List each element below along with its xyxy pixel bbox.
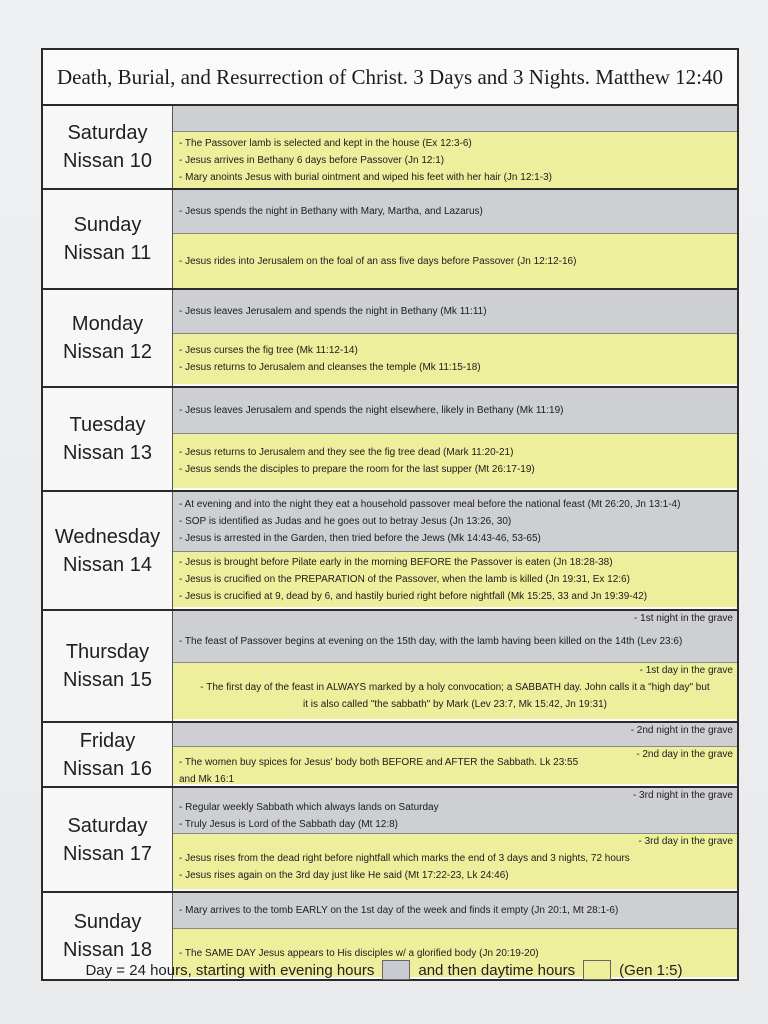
daytime-swatch xyxy=(583,960,611,980)
event-item: - Jesus arrives in Bethany 6 days before Passover (Jn 12:1) xyxy=(179,154,445,166)
day-label xyxy=(43,611,173,721)
nissan-date: Nissan 12 xyxy=(63,341,152,363)
daytime-band xyxy=(173,434,737,488)
day-label xyxy=(43,190,173,288)
weekday-name: Wednesday xyxy=(54,525,161,548)
nissan-date: Nissan 14 xyxy=(63,553,152,576)
event-item: - Mary arrives to the tomb EARLY on the 1st day of the week and finds it empty (Jn 20:1, Mt 28:1-6) xyxy=(179,905,619,916)
daytime-band xyxy=(173,747,737,784)
nissan-date: Nissan 18 xyxy=(63,939,152,961)
grave-count-note: - 1st night in the grave xyxy=(634,613,733,624)
event-item: - Jesus is arrested in the Garden, then tried before the Jews (Mk 14:43-46, 53-65) xyxy=(179,533,541,544)
day-row xyxy=(43,106,737,190)
event-item: and Mk 16:1 xyxy=(179,773,235,785)
weekday-name: Sunday xyxy=(73,911,142,933)
daytime-band xyxy=(173,663,737,719)
legend-prefix: Day = 24 hours, starting with evening hours xyxy=(85,961,375,979)
daytime-band xyxy=(173,334,737,384)
evening-band xyxy=(173,893,737,929)
time-bands xyxy=(173,723,737,786)
daytime-band xyxy=(173,234,737,288)
daytime-band xyxy=(173,834,737,889)
event-item: it is also called "the sabbath" by Mark (Lev 23:7, Mk 15:42, Jn 19:31) xyxy=(303,699,607,710)
event-item: - Jesus is crucified at 9, dead by 6, and hastily buried right before nightfall (Mk 15:25, 33 and Jn 19:39-42) xyxy=(179,591,648,602)
nissan-date: Nissan 17 xyxy=(63,842,152,865)
time-bands xyxy=(173,388,737,490)
legend-middle: and then daytime hours xyxy=(418,961,576,979)
event-item: - Jesus curses the fig tree (Mk 11:12-14) xyxy=(179,345,358,356)
nissan-date: Nissan 13 xyxy=(63,442,152,464)
weekday-name: Saturday xyxy=(67,122,148,144)
evening-band xyxy=(173,611,737,663)
event-item: - Truly Jesus is Lord of the Sabbath day (Mt 12:8) xyxy=(179,818,398,830)
day-row xyxy=(43,290,737,388)
weekday-name: Thursday xyxy=(65,641,150,663)
event-item: - The feast of Passover begins at evening on the 15th day, with the lamb having been killed on the 14th (Lev 23:6) xyxy=(179,636,683,647)
day-label xyxy=(43,492,173,609)
day-row xyxy=(43,611,737,723)
nissan-date: Nissan 15 xyxy=(63,669,152,691)
weekday-name: Friday xyxy=(79,729,136,752)
time-bands xyxy=(173,492,737,609)
event-item: - SOP is identified as Judas and he goes out to betray Jesus (Jn 13:26, 30) xyxy=(179,516,512,527)
evening-band xyxy=(173,290,737,334)
legend-suffix: (Gen 1:5) xyxy=(619,961,683,979)
grave-count-note: - 2nd day in the grave xyxy=(636,749,733,760)
weekday-name: Monday xyxy=(71,313,144,335)
evening-swatch xyxy=(382,960,410,980)
day-label xyxy=(43,290,173,386)
event-item: - Jesus rides into Jerusalem on the foal of an ass five days before Passover (Jn 12:12-16) xyxy=(179,255,577,267)
event-item: - Jesus sends the disciples to prepare the room for the last supper (Mt 26:17-19) xyxy=(179,464,535,475)
day-row xyxy=(43,788,737,893)
event-item: - Jesus is brought before Pilate early in the morning BEFORE the Passover is eaten (Jn 18:28-38) xyxy=(179,557,613,568)
grave-count-note: - 3rd day in the grave xyxy=(638,836,733,847)
timeline-table xyxy=(41,48,739,981)
legend xyxy=(0,960,768,980)
event-item: - The first day of the feast in ALWAYS marked by a holy convocation; a SABBATH day. John calls it a "high day" but xyxy=(200,682,710,693)
day-row xyxy=(43,388,737,492)
event-item: - Jesus is crucified on the PREPARATION of the Passover, when the lamb is killed (Jn 19:31, Ex 12:6) xyxy=(179,574,630,585)
event-item: - Jesus rises from the dead right before nightfall which marks the end of 3 days and 3 nights, 72 hours xyxy=(179,852,630,864)
nissan-date: Nissan 11 xyxy=(63,242,152,264)
evening-band xyxy=(173,106,737,132)
event-item: - At evening and into the night they eat a household passover meal before the national feast (Mt 26:20, Jn 13:1-4) xyxy=(179,499,681,510)
evening-band xyxy=(173,492,737,552)
daytime-band xyxy=(173,552,737,607)
document-title: Death, Burial, and Resurrection of Christ. 3 Days and 3 Nights. Matthew 12:40 xyxy=(43,50,737,106)
event-item: - Jesus rises again on the 3rd day just like He said (Mt 17:22-23, Lk 24:46) xyxy=(179,869,509,881)
nissan-date: Nissan 10 xyxy=(63,150,152,172)
event-item: - Jesus spends the night in Bethany with Mary, Martha, and Lazarus) xyxy=(179,206,483,217)
time-bands xyxy=(173,106,737,188)
event-item: - Jesus leaves Jerusalem and spends the night in Bethany (Mk 11:11) xyxy=(179,306,487,317)
grave-count-note: - 1st day in the grave xyxy=(639,665,733,676)
event-item: - Regular weekly Sabbath which always lands on Saturday xyxy=(179,801,439,813)
event-item: - The women buy spices for Jesus' body both BEFORE and AFTER the Sabbath. Lk 23:55 xyxy=(179,756,579,768)
event-item: - The Passover lamb is selected and kept in the house (Ex 12:3-6) xyxy=(179,137,472,149)
grave-count-note: - 2nd night in the grave xyxy=(630,725,733,736)
event-item: - Jesus returns to Jerusalem and cleanses the temple (Mk 11:15-18) xyxy=(179,362,481,373)
day-label xyxy=(43,388,173,490)
day-label xyxy=(43,106,173,188)
time-bands xyxy=(173,788,737,891)
event-item: - Jesus leaves Jerusalem and spends the night elsewhere, likely in Bethany (Mk 11:19) xyxy=(179,405,564,416)
grave-count-note: - 3rd night in the grave xyxy=(632,790,733,801)
day-row xyxy=(43,723,737,788)
weekday-name: Sunday xyxy=(73,214,142,236)
evening-band xyxy=(173,388,737,434)
day-label xyxy=(43,788,173,891)
event-item: - Jesus returns to Jerusalem and they see the fig tree dead (Mark 11:20-21) xyxy=(179,447,514,458)
time-bands xyxy=(173,611,737,721)
evening-band xyxy=(173,723,737,747)
day-label xyxy=(43,723,173,786)
time-bands xyxy=(173,290,737,386)
day-rows xyxy=(43,106,737,981)
weekday-name: Tuesday xyxy=(69,414,146,436)
evening-band xyxy=(173,190,737,234)
time-bands xyxy=(173,190,737,288)
event-item: - The SAME DAY Jesus appears to His disciples w/ a glorified body (Jn 20:19-20) xyxy=(179,947,539,959)
event-item: - Mary anoints Jesus with burial ointment and wiped his feet with her hair (Jn 12:1-3) xyxy=(179,171,552,183)
evening-band xyxy=(173,788,737,834)
day-row xyxy=(43,492,737,611)
nissan-date: Nissan 16 xyxy=(63,757,152,780)
day-row xyxy=(43,190,737,290)
daytime-band xyxy=(173,132,737,188)
weekday-name: Saturday xyxy=(67,814,148,837)
